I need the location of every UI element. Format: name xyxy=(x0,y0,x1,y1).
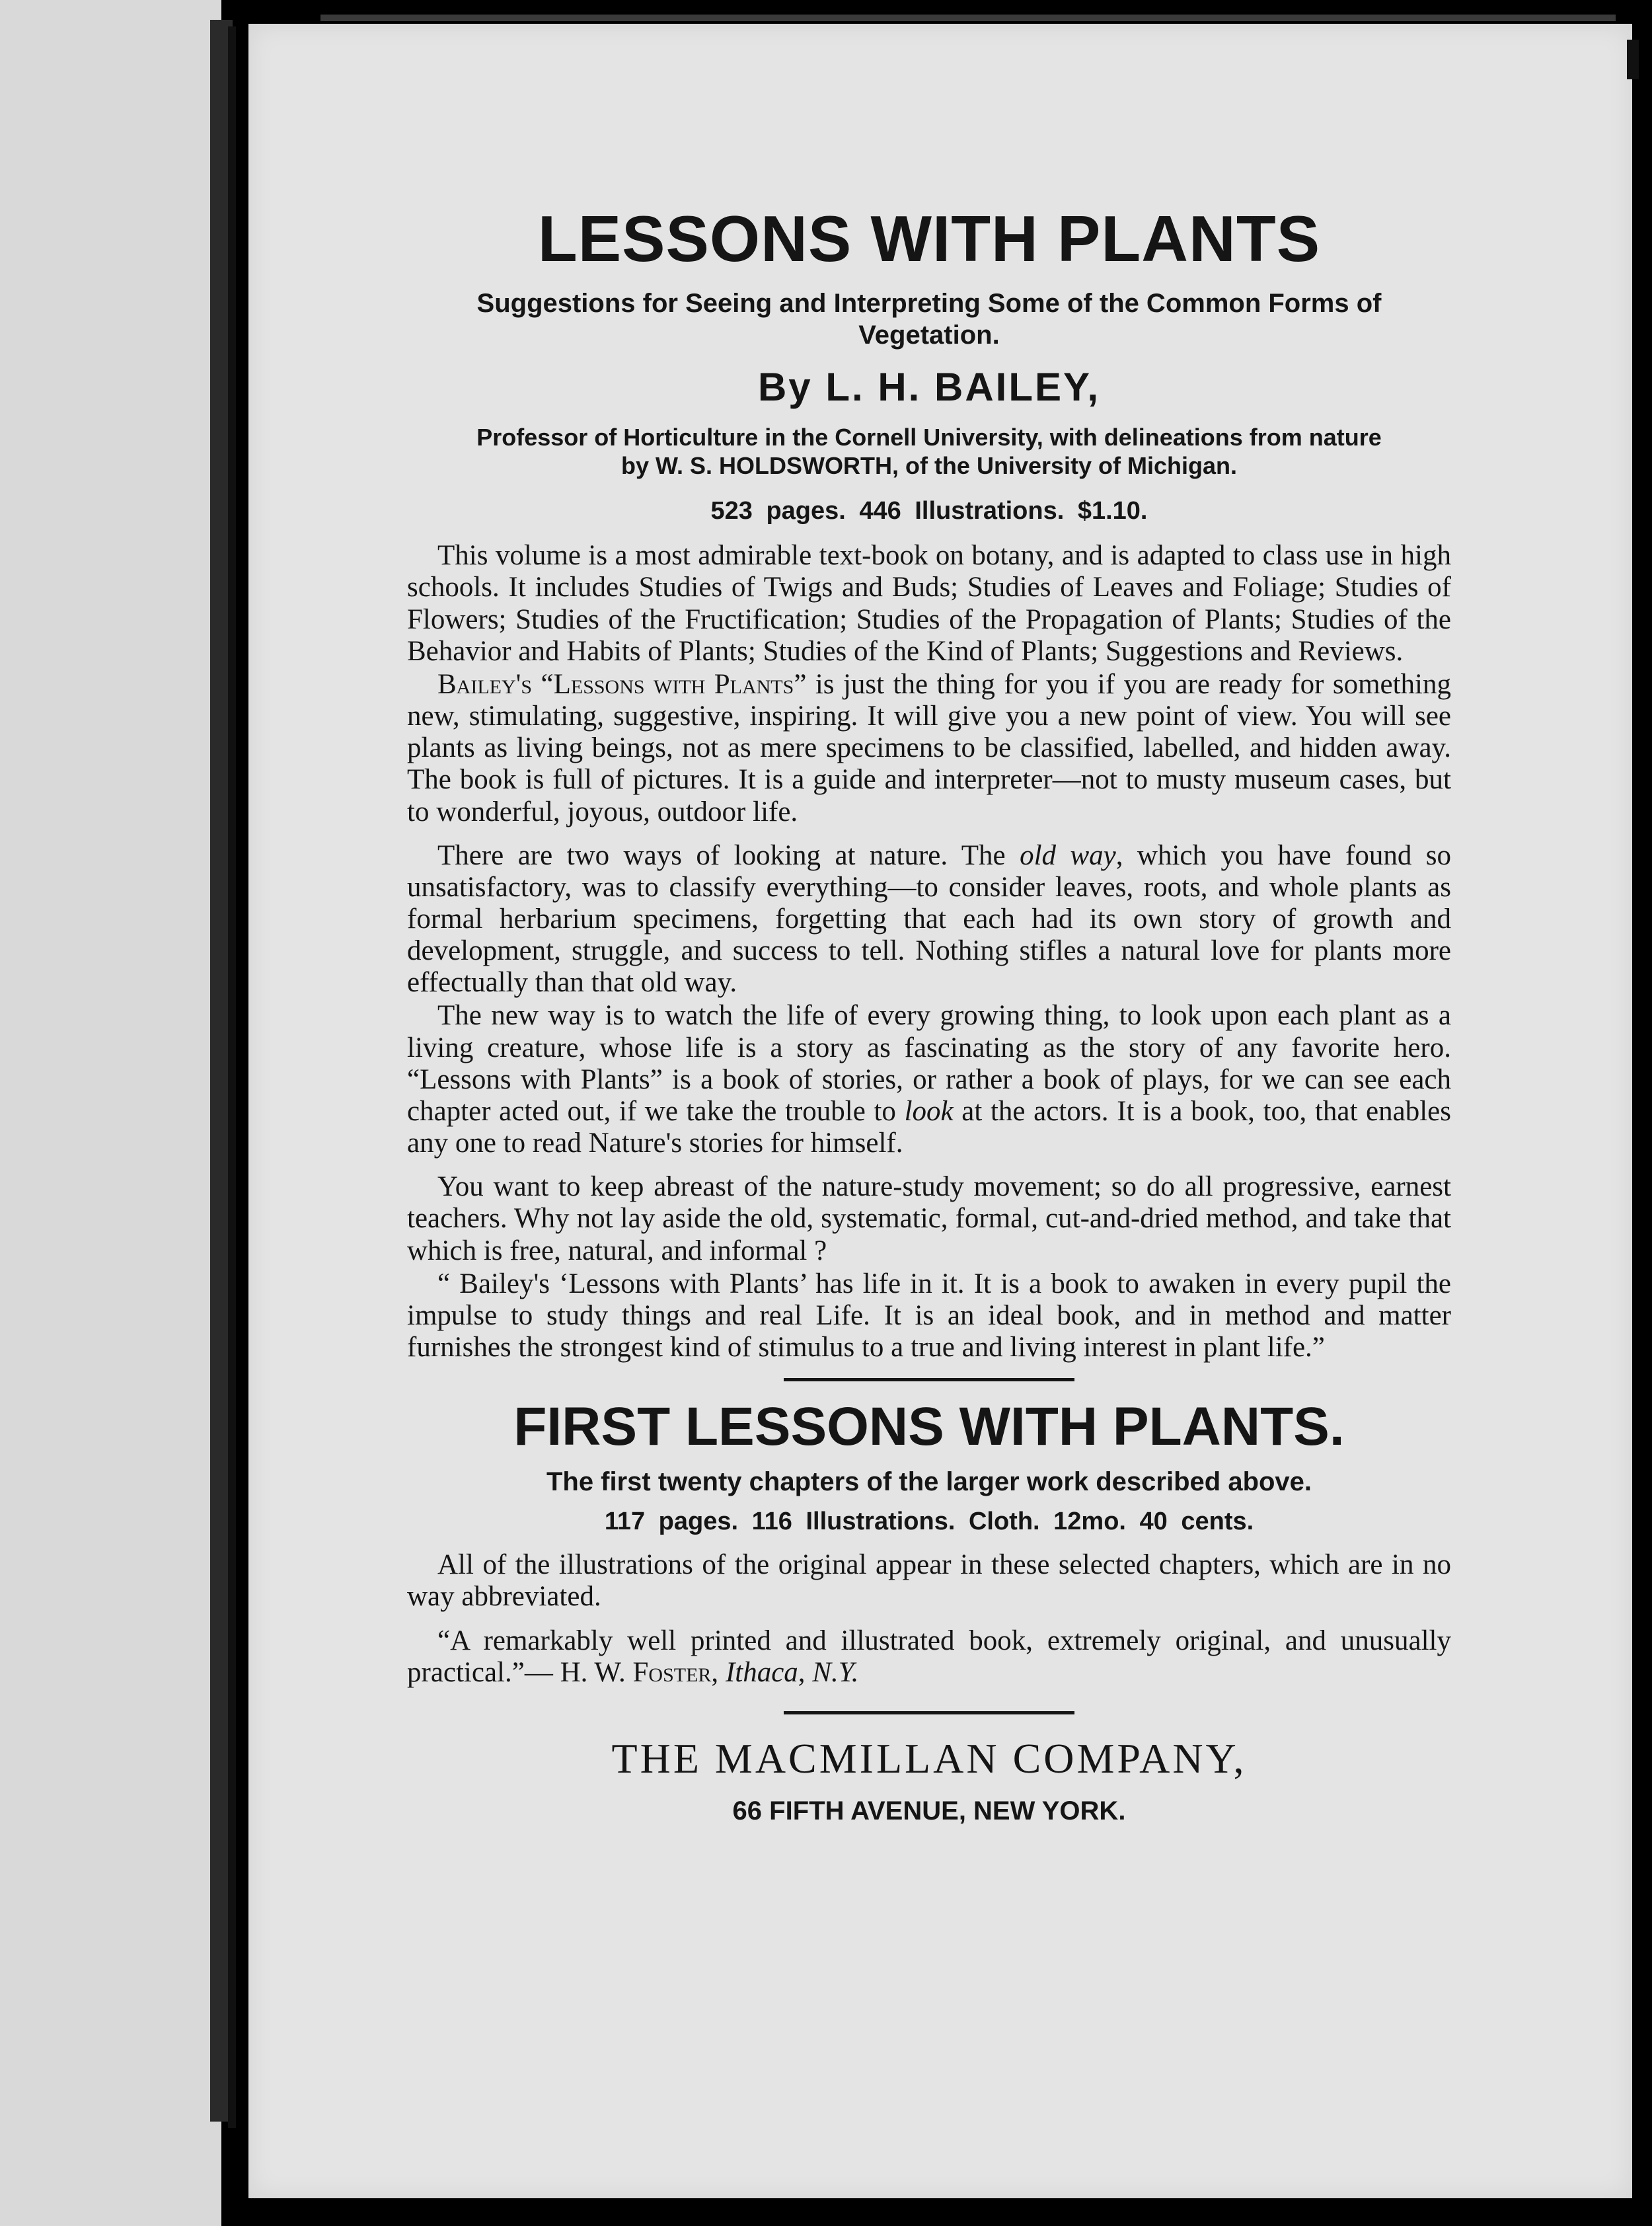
second-book-pricing: 117 pages. 116 Illustrations. Cloth. 12mo. 40 cents. xyxy=(604,1508,1254,1536)
book-pricing: 523 pages. 446 Illustrations. $1.10. xyxy=(710,497,1148,525)
look-emphasis: look xyxy=(904,1095,954,1127)
second-book-description: All of the illustrations of the original appear in these selected chapters, which are in no way abbreviated. xyxy=(407,1549,1451,1613)
paragraph-4-start: The new way is to watch the life of every growing thing, to look upon each plant as a living creature, whose life is a story as fascinating as the story of any favorite hero. “Lessons with Plants” is a book of stories, or rather a book of plays, for we can see each chapter acted out, if we take the trouble to xyxy=(407,1000,1451,1127)
testimonial-text: “A remarkably well printed and illustrated book, extremely original, and unusually practical.”— xyxy=(407,1625,1451,1688)
second-book-tagline: The first twenty chapters of the larger work described above. xyxy=(546,1467,1312,1497)
scan-marker xyxy=(1627,40,1639,79)
advertisement-content xyxy=(407,202,1451,1826)
affiliation-line-2: by W. S. HOLDSWORTH, of the University of Michigan. xyxy=(620,452,1238,480)
description-paragraph-1: This volume is a most admirable text-book on botany, and is adapted to class use in high schools. It includes Studies of Twigs and Buds; Studies of Leaves and Foliage; Studies of Flowers; Studies of the Fructification; Studies of the Propagation of Plants; Studies of the Behavior and Habits of Plants; Studies of the Kind of Plants; Suggestions and Reviews. xyxy=(407,540,1451,667)
testimonial-place: Ithaca, N.Y. xyxy=(725,1656,859,1688)
publisher-address: 66 FIFTH AVENUE, NEW YORK. xyxy=(732,1796,1126,1825)
paragraph-3-start: There are two ways of looking at nature. The xyxy=(437,839,1020,871)
old-way-emphasis: old way xyxy=(1020,839,1116,871)
description-paragraph-5: You want to keep abreast of the nature-study movement; so do all progressive, earnest teachers. Why not lay aside the old, systematic, formal, cut-and-dried method, and take that which is free, natural, and informal ? xyxy=(407,1171,1451,1266)
testimonial-author: H. W. Foster, xyxy=(560,1656,726,1688)
second-book-testimonial xyxy=(407,1625,1451,1689)
section-divider xyxy=(784,1378,1074,1381)
book-title: LESSONS WITH PLANTS xyxy=(537,202,1321,275)
book-author: By L. H. BAILEY, xyxy=(757,364,1101,409)
facing-page xyxy=(0,0,221,2226)
description-paragraph-4 xyxy=(407,1000,1451,1159)
description-paragraph-3 xyxy=(407,840,1451,999)
publisher-name: THE MACMILLAN COMPANY, xyxy=(611,1734,1247,1782)
second-book-title: FIRST LESSONS WITH PLANTS. xyxy=(513,1397,1345,1457)
paragraph-3-rest: , which you have found so unsatisfactory, was to classify everything—to consider leaves, roots, and whole plants as formal herbarium specimens, forgetting that each had its own story of growth and development, struggle, and success to tell. Nothing stifles a natural love for plants more effectually than that old way. xyxy=(407,839,1451,999)
binding-gutter xyxy=(228,26,236,2128)
description-paragraph-2 xyxy=(407,669,1451,828)
paragraph-2-text: is just the thing for you if you are ready for something new, stimulating, suggestive, inspiring. It will give you a new point of view. You will see plants as living beings, not as mere specimens to be classified, labelled, and hidden away. The book is full of pictures. It is a guide and interpreter—not to musty museum cases, but to wonderful, joyous, outdoor life. xyxy=(407,668,1451,827)
testimonial-quote: “ Bailey's ‘Lessons with Plants’ has life in it. It is a book to awaken in every pupil the impulse to study things and real Life. It is an ideal book, and in method and matter furnishes the strongest kind of stimulus to a true and living interest in plant life.” xyxy=(407,1268,1451,1363)
author-affiliation xyxy=(407,423,1451,480)
top-edge xyxy=(320,15,1616,21)
affiliation-line-1: Professor of Horticulture in the Cornell University, with delineations from nature xyxy=(476,423,1382,451)
publisher-divider xyxy=(784,1711,1074,1714)
paragraph-4-rest: at the actors. It is a book, too, that enables any one to read Nature's stories for himself. xyxy=(407,1095,1451,1159)
book-reference: Bailey's “Lessons with Plants” xyxy=(437,668,807,700)
book-subtitle: Suggestions for Seeing and Interpreting Some of the Common Forms of Vegetation. xyxy=(476,288,1382,350)
